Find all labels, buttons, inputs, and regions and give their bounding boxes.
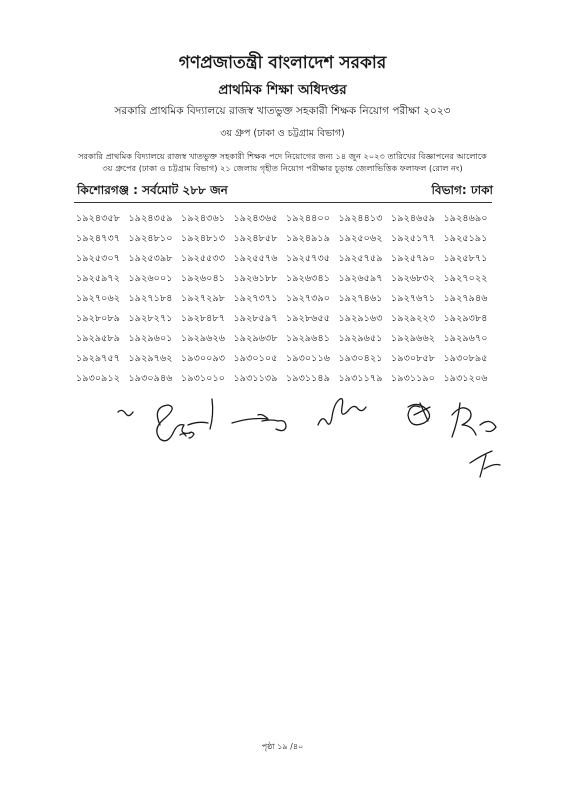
roll-number-cell: ১৯৩০১১৬ [286, 352, 331, 364]
signature-5 [452, 403, 496, 437]
roll-number-cell: ১৯২৪৩৫৯ [128, 213, 173, 225]
roll-number-cell: ১৯২৯২২৩ [391, 312, 436, 324]
roll-number-cell: ১৯২৮৪৮৭ [181, 312, 226, 324]
roll-number-cell: ১৯২৯৬৪১ [286, 332, 331, 344]
department-title: প্রাথমিক শিক্ষা অধিদপ্তর [218, 82, 347, 98]
roll-number-cell: ১৯২৫৭৩৫ [286, 253, 331, 265]
roll-number-table [76, 209, 496, 388]
roll-number-cell: ১৯৩০৯৪৬ [128, 372, 173, 384]
roll-number-cell: ১৯৩০০৯৩ [181, 352, 226, 364]
roll-number-cell: ১৯৩১১৯০ [391, 372, 436, 384]
roll-number-cell: ১৯২৬৮৩২ [391, 273, 436, 285]
roll-number-cell: ১৯২৬৫৯৭ [338, 273, 383, 285]
roll-number-cell: ১৯২৯৬২৬ [181, 332, 226, 344]
signature-4 [408, 403, 430, 425]
roll-number-cell: ১৯২৬০৪১ [181, 273, 226, 285]
roll-number-cell: ১৯২৫৩০৭ [76, 253, 121, 265]
roll-number-cell: ১৯২৪৭৩৭ [76, 233, 121, 245]
roll-number-cell: ১৯২৪৩৬১ [181, 213, 226, 225]
signature-2 [232, 415, 286, 431]
roll-number-cell: ১৯২৫০৬২ [338, 233, 383, 245]
roll-number-cell: ১৯২৯৬০১ [128, 332, 173, 344]
divider-line [74, 202, 492, 203]
roll-number-cell: ১৯৩১১৩৯ [233, 372, 278, 384]
roll-number-cell: ১৯২৫৯৭২ [76, 273, 121, 285]
roll-number-cell: ১৯২৮২৭১ [128, 312, 173, 324]
exam-title: সরকারি প্রাথমিক বিদ্যালয়ে রাজস্ব খাতভুক্ত সহকারী শিক্ষক নিয়োগ পরীক্ষা ২০২৩ [114, 105, 451, 117]
roll-number-cell: ১৯২৯৩৮৪ [443, 312, 488, 324]
notice-line-2: ৩য় গ্রুপের (ঢাকা ও চট্টগ্রাম বিভাগ) ২১ জেলায় গৃহীত নিয়োগ পরীক্ষার চূড়ান্ত জেলাভিত্তিক ফলাফল (রোল নং) [102, 163, 463, 173]
roll-number-cell: ১৯২৬০০১ [128, 273, 173, 285]
initial-mark [118, 410, 133, 415]
roll-number-cell: ১৯২৮০৮৯ [76, 312, 121, 324]
division-label: বিভাগ: ঢাকা [431, 183, 493, 197]
table-row [76, 308, 496, 328]
roll-number-cell: ১৯২৪৮১৩ [181, 233, 226, 245]
roll-number-cell: ১৯২৫৫৩৩ [181, 253, 226, 265]
roll-number-cell: ১৯২৪৬৯০ [443, 213, 488, 225]
roll-number-cell: ১৯২৯৬৫১ [338, 332, 383, 344]
roll-number-cell: ১৯২৫১৭৭ [391, 233, 436, 245]
signature-6 [470, 451, 500, 477]
roll-number-cell: ১৯২৭০৬২ [76, 293, 121, 304]
roll-number-cell: ১৯২৪৩৫৮ [76, 213, 121, 225]
result-notice [0, 150, 565, 174]
roll-number-cell: ১৯২৫৭৫৯ [338, 253, 383, 265]
roll-number-cell: ১৯২৬৩৪১ [286, 273, 331, 285]
roll-number-cell: ১৯২৪৯১৯ [286, 233, 330, 245]
table-row [76, 229, 496, 249]
roll-number-cell: ১৯২৭৪৬১ [338, 293, 383, 304]
roll-number-cell: ১৯২৯৬৭০ [443, 332, 488, 344]
roll-number-cell: ১৯৩১২০৬ [443, 372, 488, 384]
roll-number-cell: ১৯২৮৬৫৫ [286, 312, 331, 324]
table-row [76, 209, 496, 229]
roll-number-cell: ১৯২৯৬৬২ [391, 332, 436, 344]
roll-number-cell: ১৯২৯১৬৩ [338, 312, 383, 324]
roll-number-cell: ১৯২৪৪০০ [286, 213, 331, 225]
district-total: কিশোরগঞ্জ : সর্বমোট ২৮৮ জন [77, 183, 228, 197]
roll-number-cell: ১৯৩০৯১২ [76, 372, 121, 384]
roll-number-cell: ১৯২৮৫৯৭ [233, 312, 278, 324]
roll-number-cell: ১৯২৯৬৩৮ [233, 332, 278, 344]
roll-number-cell: ১৯৩১০১০ [181, 372, 226, 384]
roll-number-cell: ১৯২৪৮১০ [128, 233, 173, 245]
roll-number-cell: ১৯২৭৬৭১ [391, 293, 436, 304]
page-number: পৃষ্ঠা ১৯ /৪০ [261, 742, 304, 751]
roll-number-cell: ১৯২৪৬৫৯ [391, 213, 436, 225]
roll-number-cell: ১৯৩১১৪৯ [286, 372, 330, 384]
roll-number-cell: ১৯২৫৭৯০ [391, 253, 436, 265]
roll-number-cell: ১৯২৬১৮৮ [233, 273, 278, 285]
table-row [76, 249, 496, 269]
signature-3 [318, 399, 366, 425]
government-title: গণপ্রজাতন্ত্রী বাংলাদেশ সরকার [178, 53, 387, 73]
roll-number-cell: ১৯২৭৩৯০ [286, 293, 331, 304]
roll-number-cell: ১৯২৪৪১৩ [338, 213, 383, 225]
roll-number-cell: ১৯২৫৫৭৬ [233, 253, 278, 265]
table-row [76, 289, 496, 309]
table-row [76, 269, 496, 289]
roll-number-cell: ১৯২৫৮৭১ [443, 253, 488, 265]
roll-number-cell: ১৯৩০১০৫ [233, 352, 278, 364]
roll-number-cell: ১৯২৯৭৫৭ [76, 352, 121, 364]
table-row [76, 328, 496, 348]
roll-number-cell: ১৯২৪৮৫৮ [233, 233, 278, 245]
roll-number-cell: ১৯২৭২৯৮ [181, 293, 226, 304]
roll-number-cell: ১৯২৫১৯১ [443, 233, 488, 245]
roll-number-cell: ১৯২৭০২২ [443, 273, 488, 285]
roll-number-cell: ১৯২৭৯৪৬ [443, 293, 488, 304]
table-row [76, 348, 496, 368]
roll-number-cell: ১৯২৯৫৮৯ [76, 332, 120, 344]
roll-number-cell: ১৯২৭৩৭১ [233, 293, 278, 304]
roll-number-cell: ১৯৩১১৭৯ [338, 372, 383, 384]
notice-line-1: সরকারি প্রাথমিক বিদ্যালয়ে রাজস্ব খাতভুক্ত সহকারী শিক্ষক পদে নিয়োগের জন্য ১৪ জুন ২০২৩ তারিখের বিজ্ঞাপনের আলোকে [78, 151, 487, 161]
roll-number-cell: ১৯২৭১৮৪ [128, 293, 173, 304]
signatures [0, 395, 565, 495]
roll-number-cell: ১৯৩০৮৯৫ [443, 352, 488, 364]
roll-number-cell: ১৯২৫৩৯৮ [128, 253, 173, 265]
table-row [76, 368, 496, 388]
roll-number-cell: ১৯৩০৪২১ [338, 352, 383, 364]
roll-number-cell: ১৯২৪৩৬৫ [233, 213, 278, 225]
roll-number-cell: ১৯২৯৭৬২ [128, 352, 173, 364]
roll-number-cell: ১৯৩০৮৫৮ [391, 352, 436, 364]
exam-group: ৩য় গ্রুপ (ঢাকা ও চট্টগ্রাম বিভাগ) [220, 128, 345, 139]
